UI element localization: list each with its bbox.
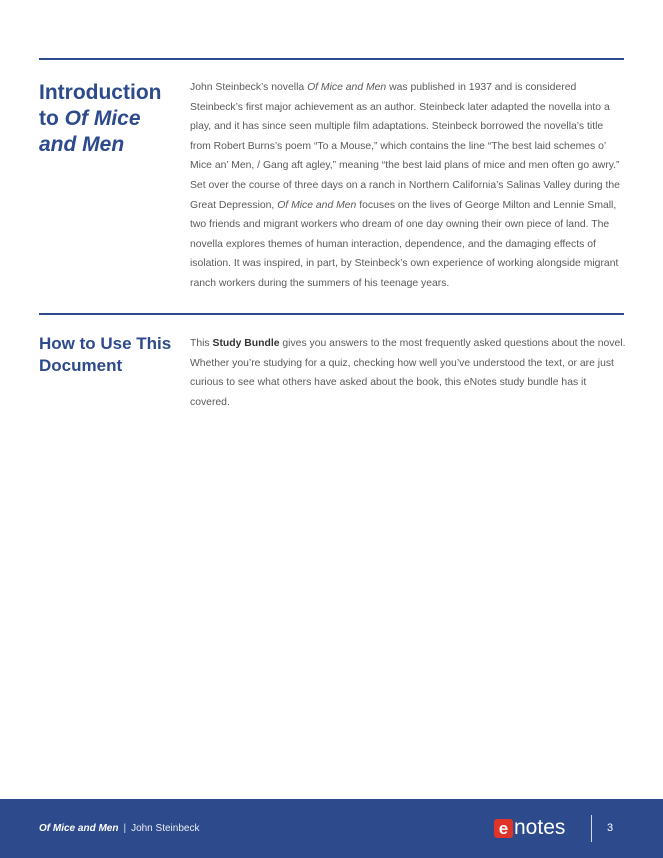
intro-paragraph [190,78,626,294]
intro-heading-title: Of Mice and Men [39,107,141,156]
footer-book-title: Of Mice and Men [39,823,119,834]
enotes-logo-mark: e [494,819,513,838]
footer-author: John Steinbeck [131,823,200,834]
howto-text-run: Study Bundle [212,338,280,349]
intro-text-run: Of Mice and Men [277,199,357,211]
middle-rule [39,313,624,315]
howto-heading: How to Use This Document [39,334,172,375]
intro-heading-to: to [39,107,59,130]
intro-text-run: was published in 1937 and is considered Steinbeck’s first major achievement as an author. Steinbeck later adapted the novella into a play, and it has since seen multiple film adaptations. Steinbeck borrowed the novella’s title from Robert Burns’s poem “To a Mouse,” which contains the line “The best laid schemes o’ Mice an’ Men, / Gang aft agley,” meaning “the best laid plans of mice and men often go awry.” Set over the course of three days on a ranch in Northern California’s Salinas Valley during the Great Depression, [190,82,620,211]
intro-heading [39,80,179,158]
page-number: 3 [607,822,614,834]
howto-paragraph [190,334,626,412]
enotes-logo [494,816,565,840]
intro-text-run: Of Mice and Men [307,82,387,93]
howto-text-run: gives you answers to the most frequently asked questions about the novel. Whether you’re studying for a quiz, checking how well you’ve understood the text, or are just curious to see what others have asked about the book, this eNotes study bundle has it covered. [190,338,626,408]
howto-text-run: This [190,338,213,349]
page-footer [0,799,663,858]
intro-heading-line1: Introduction [39,81,162,104]
footer-separator: | [123,823,127,834]
top-rule [39,58,624,60]
footer-divider [591,815,592,842]
enotes-logo-text: notes [514,816,566,839]
intro-text-run: John Steinbeck’s novella [190,82,308,93]
footer-book-info [39,823,199,834]
intro-text-run: focuses on the lives of George Milton and Lennie Small, two friends and migrant workers who dream of one day owning their own piece of land. The novella explores themes of human interaction, dependence, and the damaging effects of isolation. It was inspired, in part, by Steinbeck’s own experience of working alongside migrant ranch workers during the summers of his teenage years. [190,199,619,289]
